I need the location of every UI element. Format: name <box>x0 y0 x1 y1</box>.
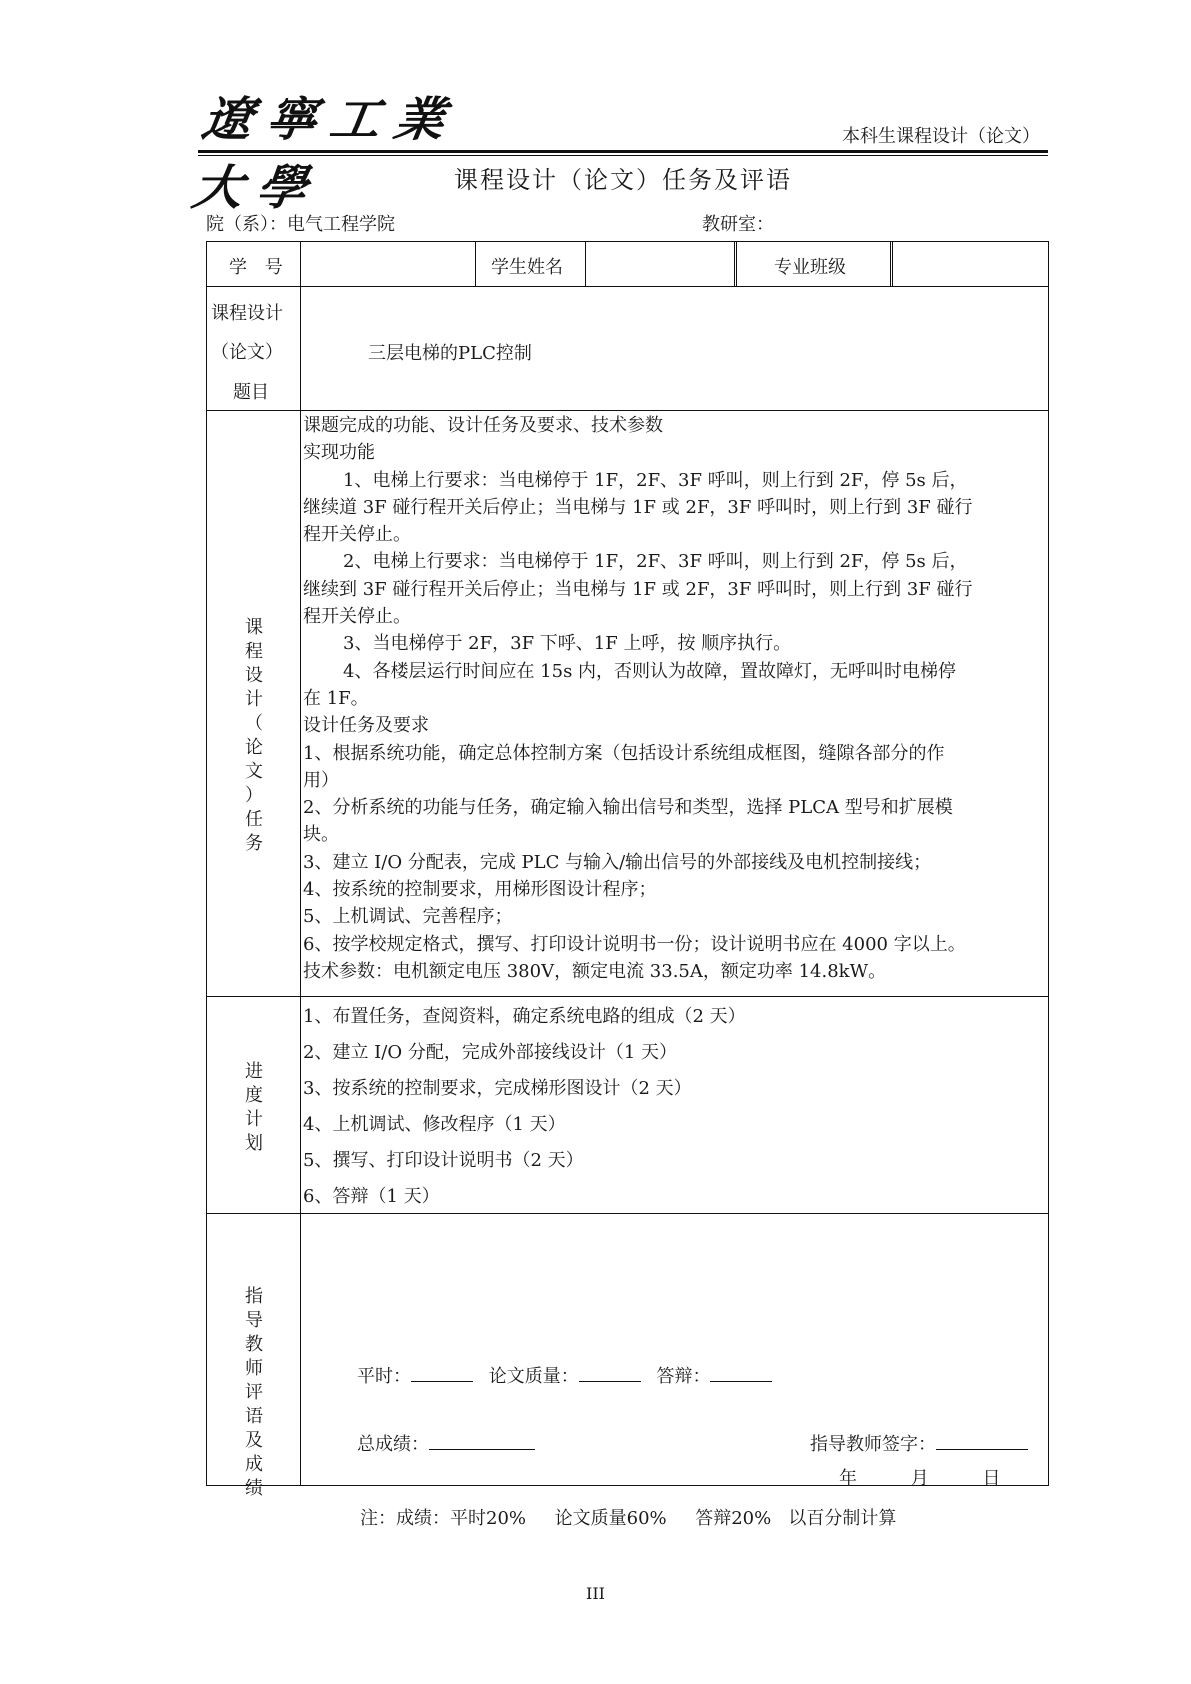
usual-score-label: 平时： <box>357 1366 411 1387</box>
schedule-item: 1、布置任务，查阅资料，确定系统电路的组成（2 天） <box>303 1006 746 1027</box>
task-line: 技术参数：电机额定电压 380V，额定电流 33.5A，额定功率 14.8kW。 <box>303 960 887 982</box>
topic-label-line-1: 课程设计 <box>211 303 283 324</box>
task-line: 继续到 3F 碰行程开关后停止；当电梯与 1F 或 2F，3F 呼叫时，则上行到 3F 碰行 <box>303 578 973 600</box>
month-label: 月 <box>910 1468 929 1489</box>
schedule-item: 2、建立 I/O 分配，完成外部接线设计（1 天） <box>303 1042 677 1063</box>
day-label: 日 <box>982 1468 1001 1489</box>
schedule-item: 4、上机调试、修改程序（1 天） <box>303 1114 566 1135</box>
task-line: 继续道 3F 碰行程开关后停止；当电梯与 1F 或 2F，3F 呼叫时，则上行到 3F 碰行 <box>303 496 973 518</box>
task-content <box>303 412 1044 985</box>
student-id-label: 学 号 <box>229 257 289 278</box>
task-line: 1、电梯上行要求：当电梯停于 1F，2F、3F 呼叫，则上行到 2F，停 5s 后， <box>343 469 968 491</box>
column-divider <box>890 242 891 286</box>
column-divider <box>734 242 735 286</box>
task-line: 3、建立 I/O 分配表，完成 PLC 与输入/输出信号的外部接线及电机控制接线； <box>303 851 932 873</box>
schedule-item: 5、撰写、打印设计说明书（2 天） <box>303 1150 584 1171</box>
task-line: 用） <box>303 769 339 791</box>
task-line: 2、分析系统的功能与任务，确定输入输出信号和类型，选择 PLCA 型号和扩展模 <box>303 797 953 819</box>
department-label: 院（系）：电气工程学院 <box>206 214 395 235</box>
topic-label-line-2: （论文） <box>211 342 283 363</box>
schedule-label: 进 度 计 划 <box>245 1061 263 1154</box>
document-type: 本科生课程设计（论文） <box>842 126 1040 147</box>
grading-note: 注：成绩：平时20% 论文质量60% 答辩20% 以百分制计算 <box>360 1508 897 1529</box>
task-line: 在 1F。 <box>303 687 369 709</box>
student-name-label: 学生姓名 <box>491 257 563 278</box>
column-divider <box>892 242 893 286</box>
row-divider <box>207 410 1048 411</box>
header-rule-thin <box>198 155 1048 156</box>
paper-score-label: 论文质量： <box>488 1366 579 1387</box>
signature-label: 指导教师签字： <box>810 1434 936 1455</box>
row-divider <box>207 286 1048 287</box>
task-label: 课 程 设 计 （ 论 文 ） 任 务 <box>245 617 263 854</box>
task-line: 2、电梯上行要求：当电梯停于 1F，2F、3F 呼叫，则上行到 2F，停 5s 后， <box>343 551 968 573</box>
page-title: 课程设计（论文）任务及评语 <box>454 166 792 194</box>
evaluation-label: 指 导 教 师 评 语 及 成 绩 <box>245 1286 263 1499</box>
date-row <box>839 1464 1000 1490</box>
task-line: 设计任务及要求 <box>303 715 429 737</box>
task-line: 4、各楼层运行时间应在 15s 内，否则认为故障，置故障灯，无呼叫时电梯停 <box>343 660 957 682</box>
year-label: 年 <box>839 1468 857 1489</box>
defense-score-label: 答辩： <box>656 1366 711 1387</box>
schedule-item: 3、按系统的控制要求，完成梯形图设计（2 天） <box>303 1078 692 1099</box>
signature-row <box>810 1430 1028 1456</box>
task-line: 块。 <box>303 824 339 846</box>
task-line: 5、上机调试、完善程序； <box>303 906 513 928</box>
task-line: 3、当电梯停于 2F，3F 下呼、1F 上呼，按 顺序执行。 <box>343 633 792 655</box>
schedule-item: 6、答辩（1 天） <box>303 1186 440 1207</box>
paper-score-blank[interactable] <box>579 1363 641 1382</box>
column-divider <box>585 242 586 286</box>
assignment-table <box>206 241 1049 1499</box>
header-rule-thick <box>198 150 1048 153</box>
topic-label-line-3: 题目 <box>233 382 269 403</box>
task-line: 程开关停止。 <box>303 606 411 628</box>
defense-score-blank[interactable] <box>710 1363 772 1382</box>
signature-blank[interactable] <box>936 1431 1028 1450</box>
task-line: 6、按学校规定格式，撰写、打印设计说明书一份；设计说明书应在 4000 字以上。 <box>303 933 966 955</box>
university-logo <box>188 78 508 216</box>
class-label: 专业班级 <box>774 257 846 278</box>
university-logo-text: 遼寧工業大學 <box>188 91 463 216</box>
column-divider <box>475 242 476 286</box>
task-line: 实现功能 <box>303 442 375 464</box>
task-line: 4、按系统的控制要求，用梯形图设计程序； <box>303 879 657 901</box>
label-column-divider <box>300 242 301 1485</box>
column-divider <box>736 242 737 286</box>
row-divider <box>207 996 1048 997</box>
teaching-office-label: 教研室： <box>702 214 774 235</box>
usual-score-blank[interactable] <box>411 1363 473 1382</box>
task-line: 程开关停止。 <box>303 524 411 546</box>
schedule-list <box>303 999 746 1215</box>
total-score-blank[interactable] <box>429 1431 535 1450</box>
total-score-label: 总成绩： <box>357 1434 429 1455</box>
page-number: III <box>586 1584 605 1603</box>
task-line: 课题完成的功能、设计任务及要求、技术参数 <box>303 415 663 436</box>
total-score-row <box>357 1430 535 1456</box>
topic-value: 三层电梯的PLC控制 <box>368 343 532 364</box>
task-line: 1、根据系统功能，确定总体控制方案（包括设计系统组成框图，缝隙各部分的作 <box>303 742 945 764</box>
usual-score-row <box>357 1362 772 1388</box>
